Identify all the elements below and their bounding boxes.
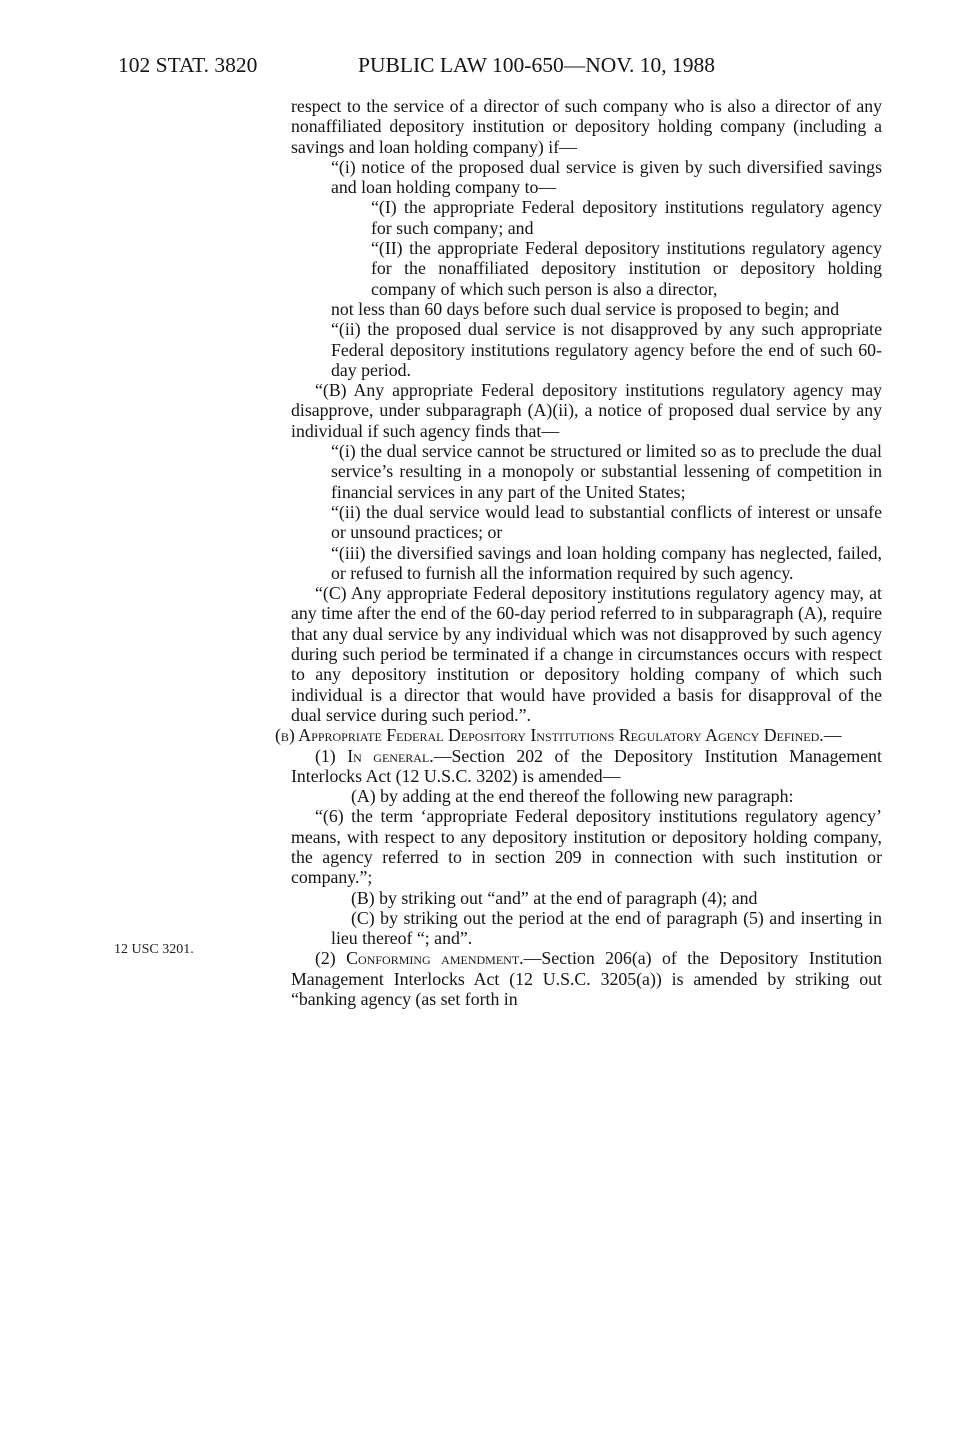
law-title: PUBLIC LAW 100-650—NOV. 10, 1988 bbox=[358, 53, 716, 77]
clause-text: “(i) notice of the proposed dual service is given by such diversified savings and loan holding company to— bbox=[331, 156, 882, 198]
paragraph-1-text: —Section 202 of the Depository Institution Management Interlocks Act (12 U.S.C. 3202) is amended— bbox=[291, 745, 882, 786]
subclause-II: “(II) the appropriate Federal depository institutions regulatory agency for the nonaffiliated depository institution or depository holding company of which such person is also a director, bbox=[371, 238, 882, 299]
subparagraph-B: “(B) Any appropriate Federal depository institutions regulatory agency may disapprove, under subparagraph (A)(ii), a notice of proposed dual service by any individual if such agency finds that— bbox=[291, 380, 882, 441]
margin-citation: 12 USC 3201. bbox=[114, 942, 194, 957]
stat-page-reference: 102 STAT. 3820 bbox=[118, 53, 258, 77]
statute-body bbox=[275, 96, 882, 1010]
new-paragraph-6: “(6) the term ‘appropriate Federal depository institutions regulatory agency’ means, with respect to any depository institution or depository holding company, the agency referred to in section 209 in connection with such institution or company.”; bbox=[291, 806, 882, 888]
section-b-heading bbox=[258, 725, 882, 745]
paragraph-1-in-general bbox=[291, 746, 882, 787]
clause-B-iii: “(iii) the diversified savings and loan holding company has neglected, failed, or refused to furnish all the information required by such agency. bbox=[331, 542, 882, 583]
page-header bbox=[0, 50, 963, 80]
subparagraph-A-adding: (A) by adding at the end thereof the following new paragraph: bbox=[351, 786, 794, 807]
paragraph-continuation: respect to the service of a director of such company who is also a director of any nonaffiliated depository institution or depository holding company (including a savings and loan holding company) if— bbox=[291, 96, 882, 157]
clause-ii-disapproval: “(ii) the proposed dual service is not disapproved by any such appropriate Federal depository institutions regulatory agency before the end of such 60-day period. bbox=[331, 319, 882, 380]
subparagraph-B-striking: (B) by striking out “and” at the end of paragraph (4); and bbox=[351, 887, 758, 908]
clause-B-ii: “(ii) the dual service would lead to substantial conflicts of interest or unsafe or unsound practices; or bbox=[331, 501, 882, 543]
clause-i-notice bbox=[291, 157, 882, 198]
subparagraph-C-striking: (C) by striking out the period at the end of paragraph (5) and inserting in lieu thereof “; and”. bbox=[331, 907, 882, 949]
paragraph-1-heading: (1) In general. bbox=[315, 745, 434, 766]
clause-B-i: “(i) the dual service cannot be structured or limited so as to preclude the dual service’s resulting in a monopoly or substantial lessening of competition in financial services in any part of the United States; bbox=[331, 441, 882, 502]
paragraph-2-conforming bbox=[291, 948, 882, 1009]
subclause-I: “(I) the appropriate Federal depository institutions regulatory agency for such company; and bbox=[371, 197, 882, 238]
section-b-heading-text: (b) Appropriate Federal Depository Institutions Regulatory Agency Defined.— bbox=[275, 725, 842, 746]
paragraph-2-text: —Section 206(a) of the Depository Institution Management Interlocks Act (12 U.S.C. 3205(a)) is amended by striking out “banking agency (as set forth in bbox=[291, 948, 882, 1010]
subparagraph-C: “(C) Any appropriate Federal depository institutions regulatory agency may, at any time after the end of the 60-day period referred to in subparagraph (A), require that any dual service by any individual which was not disapproved by such agency during such period be terminated if a change in circumstances occurs with respect to any depository institution or depository holding company of which such individual is a director that would have provided a basis for disapproval of the dual service during such period.”. bbox=[291, 583, 882, 725]
paragraph-2-heading: (2) Conforming amendment. bbox=[315, 948, 524, 969]
clause-continuation: not less than 60 days before such dual service is proposed to begin; and bbox=[331, 298, 840, 319]
